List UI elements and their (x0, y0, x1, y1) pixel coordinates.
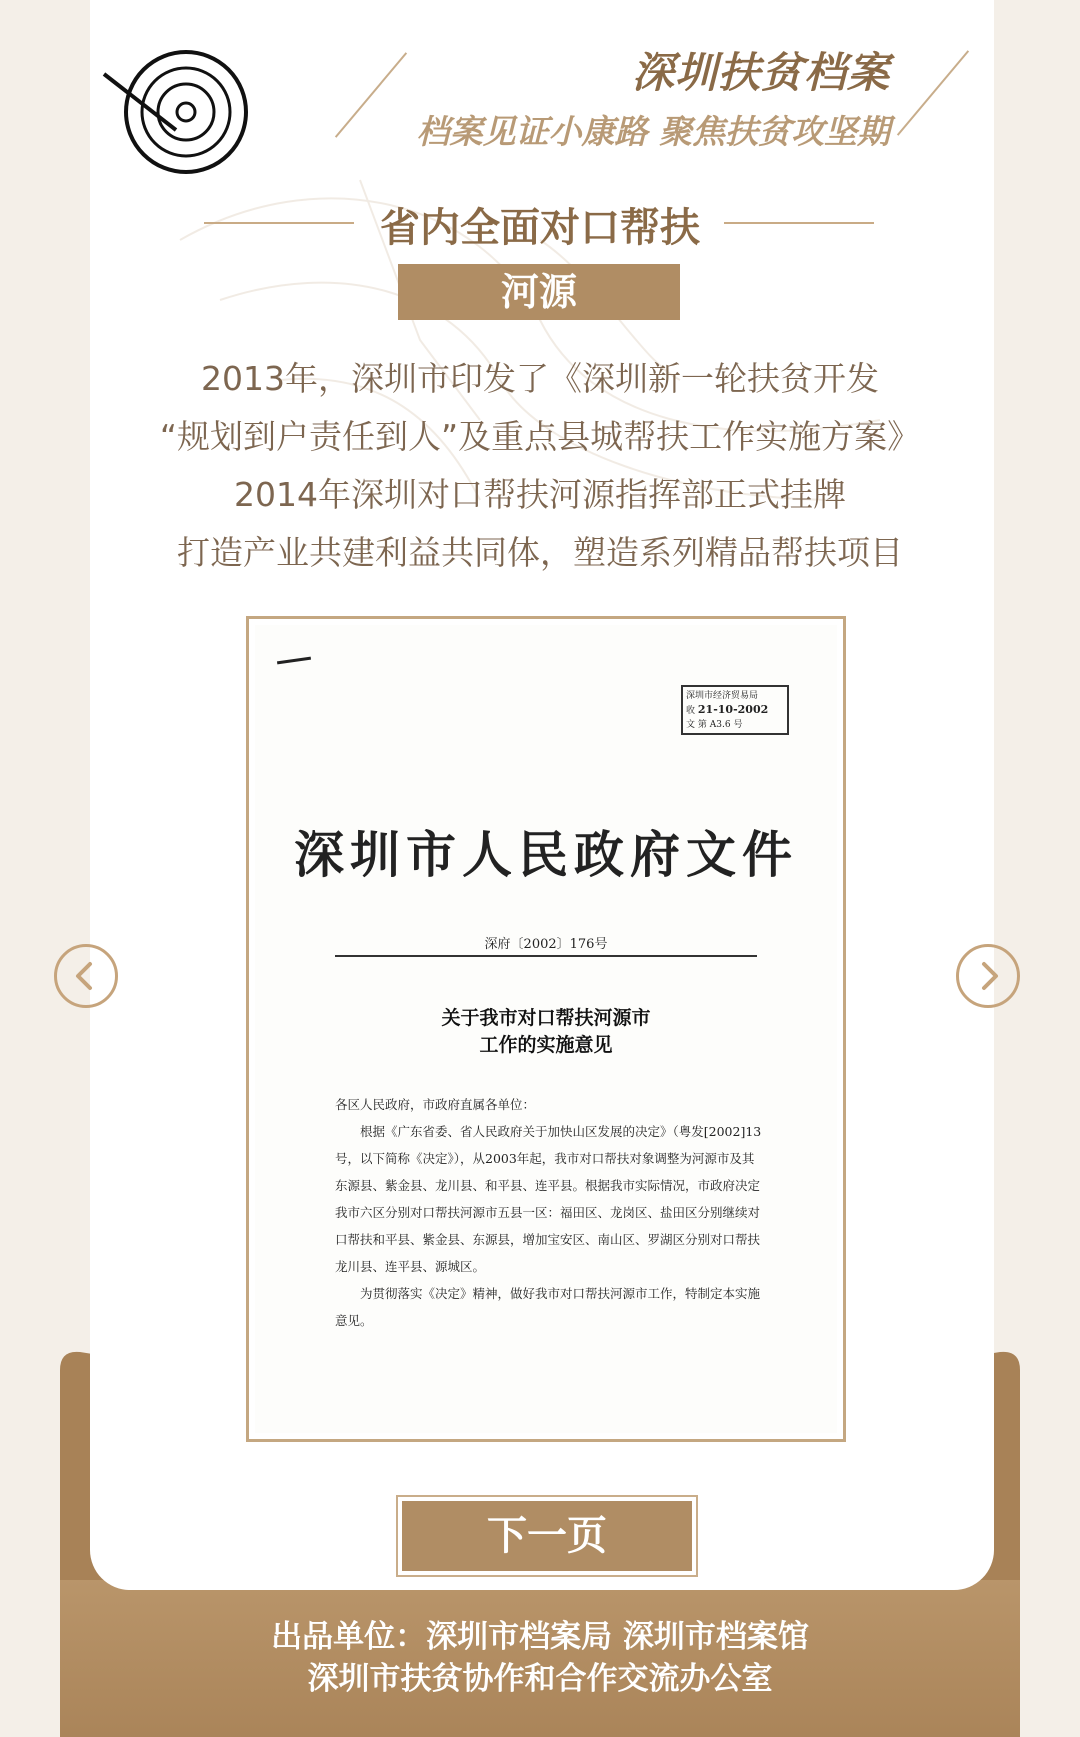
receipt-stamp (681, 685, 789, 735)
region-tag: 河源 (398, 264, 680, 320)
document-subject-line1: 关于我市对口帮扶河源市 (441, 1007, 651, 1029)
document-addressee: 各区人民政府，市政府直属各单位： (335, 1097, 536, 1112)
document-subject-line2: 工作的实施意见 (479, 1034, 613, 1056)
stamp-date: 21-10-2002 (697, 703, 769, 716)
document-page (255, 625, 837, 1433)
footer-office: 深圳市扶贫协作和合作交流办公室 (307, 1661, 773, 1697)
document-heading: 深圳市人民政府文件 (294, 825, 798, 884)
document-divider (335, 955, 757, 957)
description-line: 2013年，深圳市印发了《深圳新一轮扶贫开发 (201, 359, 879, 398)
document-subject (255, 1005, 837, 1059)
next-page-button[interactable] (396, 1495, 698, 1577)
description-line: “规划到户责任到人”及重点县城帮扶工作实施方案》 (159, 417, 921, 456)
next-arrow-button[interactable] (956, 944, 1020, 1008)
document-image[interactable] (246, 616, 846, 1442)
document-paragraph: 为贯彻落实《决定》精神，做好我市对口帮扶河源市工作，特制定本实施意见。 (335, 1286, 761, 1328)
chevron-left-icon (57, 947, 115, 1005)
stamp-date-row (686, 703, 784, 718)
stamp-hao: 号 (733, 720, 743, 730)
chevron-right-icon (959, 947, 1017, 1005)
stamp-doc: 文 第 (686, 720, 707, 730)
vinyl-record-icon (100, 46, 250, 176)
document-number: 深府〔2002〕176号 (484, 937, 608, 952)
description-line: 2014年深圳对口帮扶河源指挥部正式挂牌 (234, 475, 846, 514)
stamp-org: 深圳市经济贸易局 (686, 691, 759, 701)
section-heading: 省内全面对口帮扶 (380, 205, 700, 251)
document-mark (277, 657, 311, 665)
prev-arrow-button[interactable] (54, 944, 118, 1008)
next-page-label: 下一页 (402, 1501, 692, 1571)
app-title: 深圳扶贫档案 (631, 48, 890, 97)
document-body (335, 1091, 765, 1334)
stamp-recv: 收 (686, 706, 696, 716)
stamp-no: A3.6 (709, 720, 731, 730)
heading-rule-right (724, 222, 874, 224)
document-paragraph: 根据《广东省委、省人民政府关于加快山区发展的决定》（粤发[2002]13号，以下简称《决定》），从2003年起，我市对口帮扶对象调整为河源市及其东源县、紫金县、龙川县、和平县、连平县。根据我市实际情况，市政府决定我市六区分别对口帮扶河源市五县一区：福田区、龙岗区、盐田区分别继续对口帮扶和平县、紫金县、东源县，增加宝安区、南山区、罗湖区分别对口帮扶龙川县、连平县、源城区。 (335, 1124, 762, 1274)
footer-producer: 出品单位：深圳市档案局 深圳市档案馆 (271, 1619, 809, 1655)
description-line: 打造产业共建利益共同体，塑造系列精品帮扶项目 (177, 533, 903, 572)
app-subtitle: 档案见证小康路 聚焦扶贫攻坚期 (416, 112, 890, 151)
stamp-no-row (686, 718, 784, 732)
